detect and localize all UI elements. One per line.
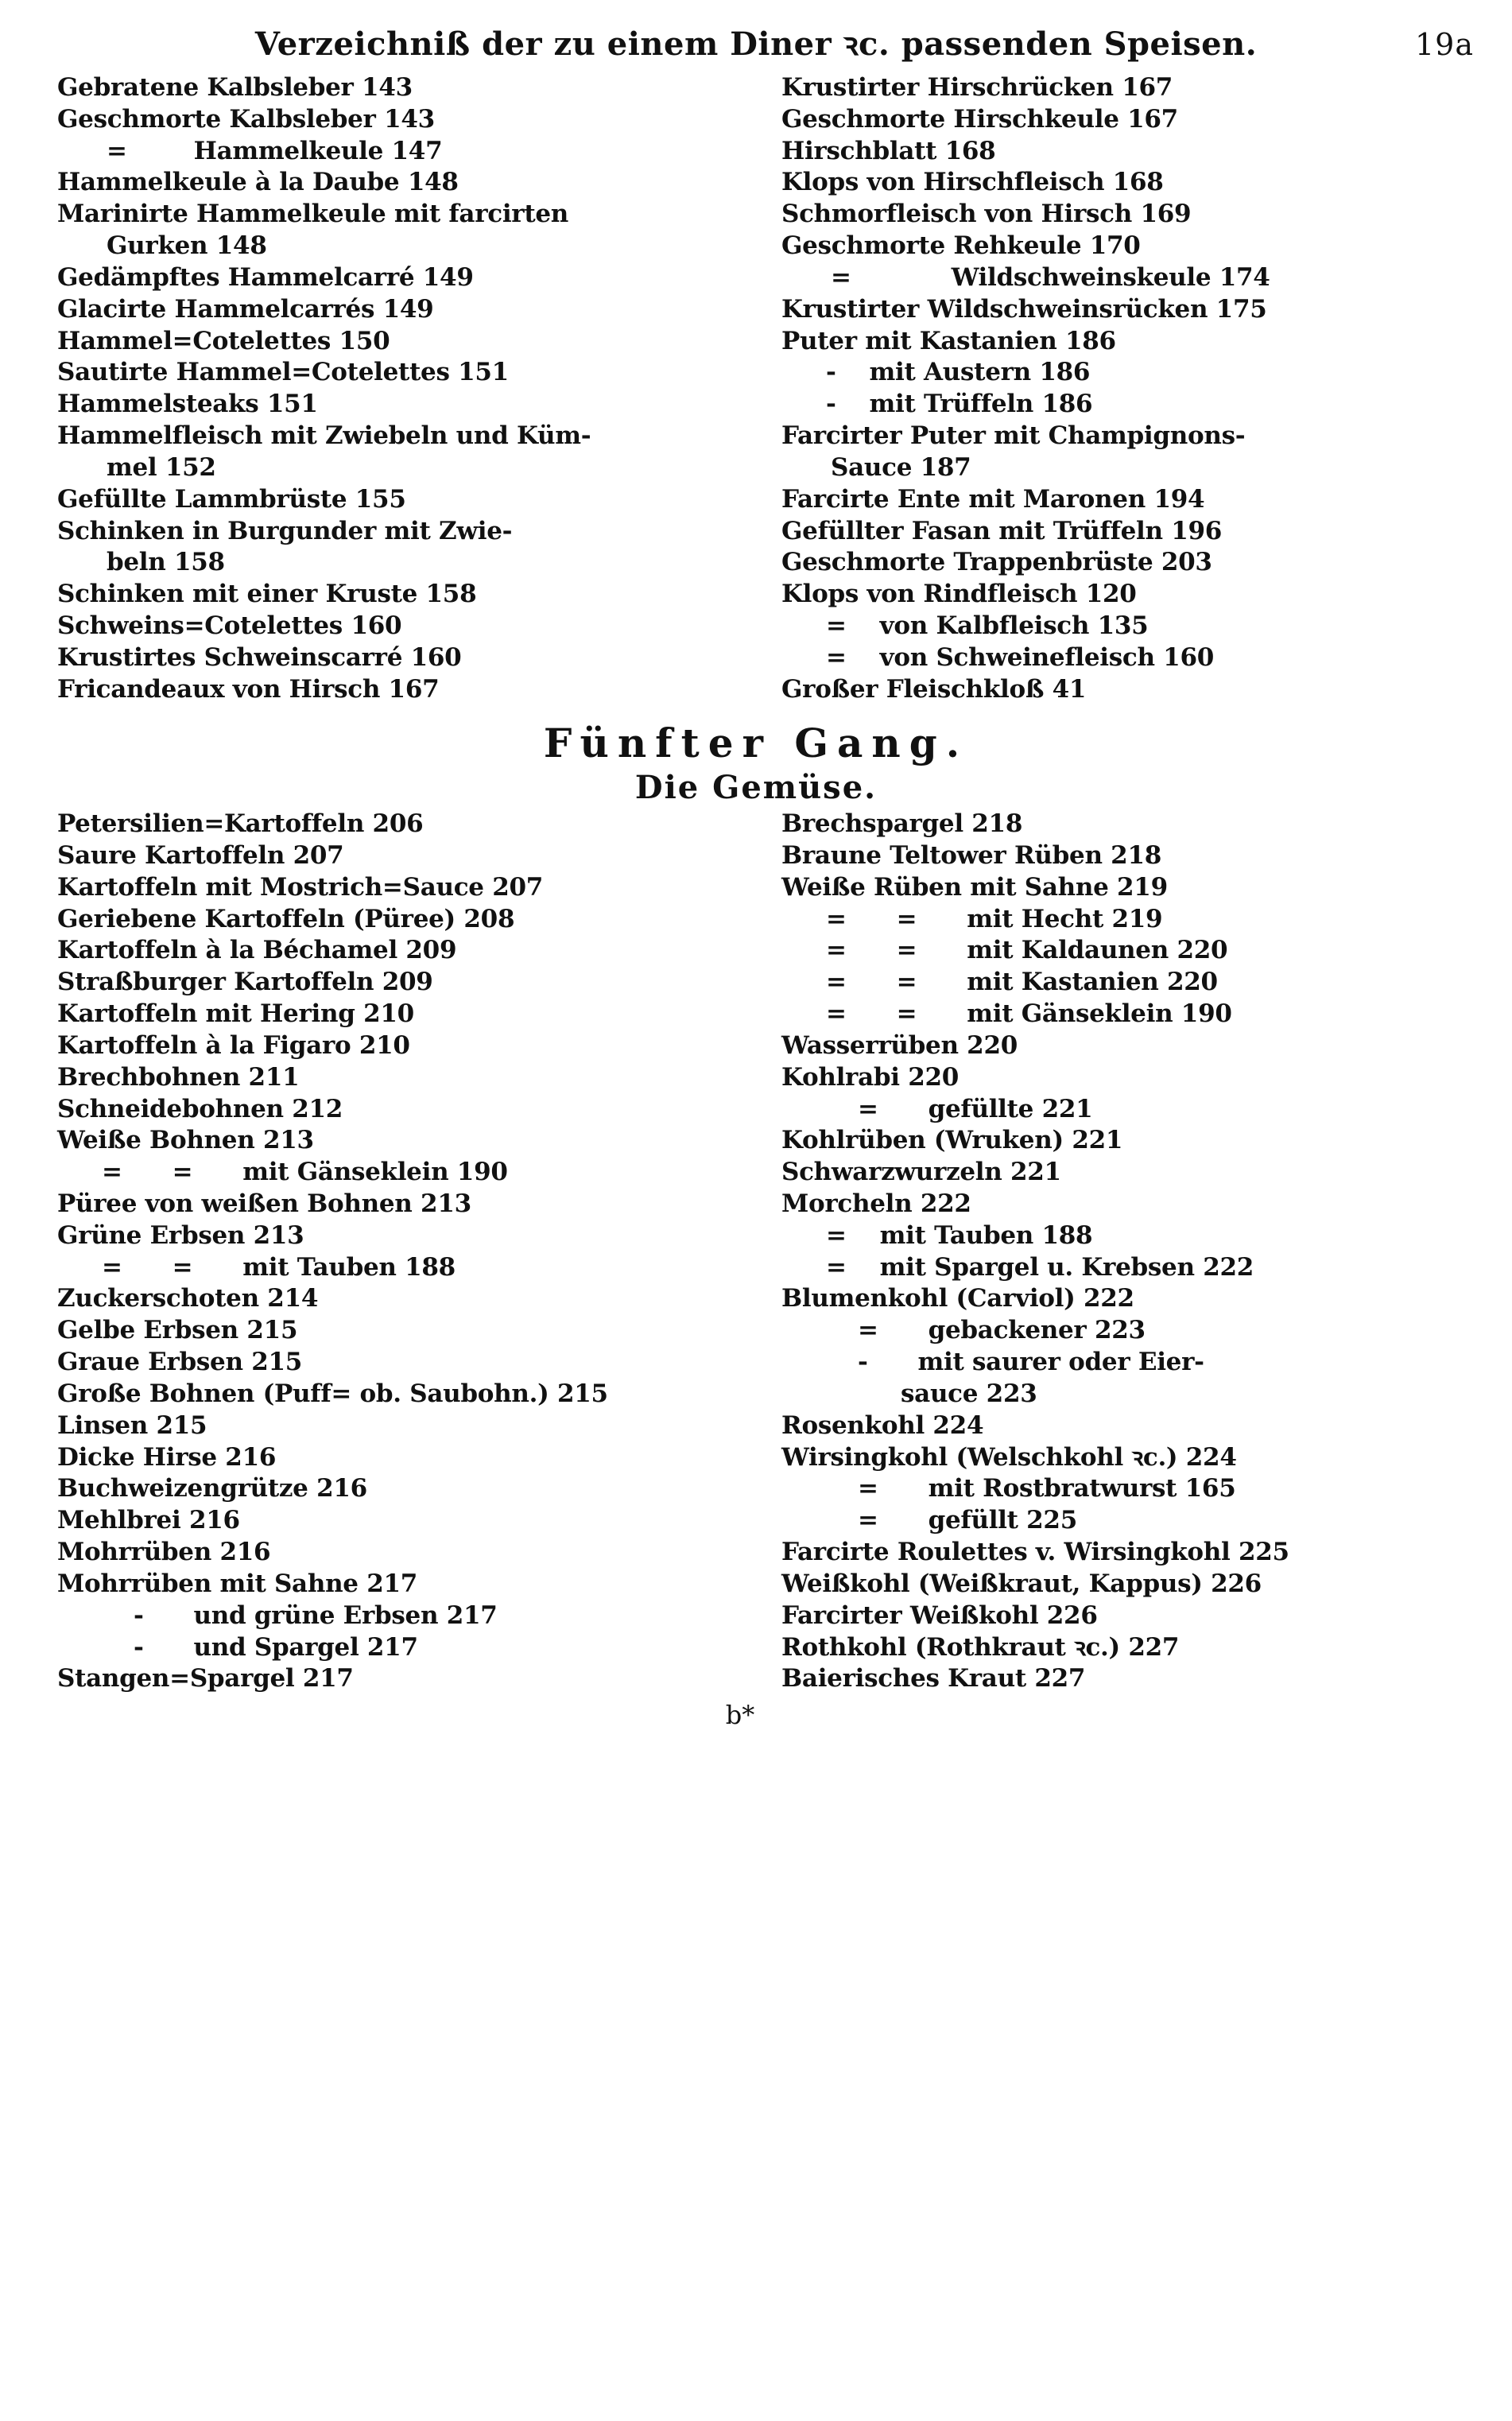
index-entry: Hammelfleisch mit Zwiebeln und Küm- — [57, 421, 591, 451]
bottom-index-columns — [0, 809, 1512, 1695]
index-entry: Gebratene Kalbsleber 143 — [57, 73, 413, 102]
index-entry: Hammelsteaks 151 — [57, 390, 318, 419]
index-entry: Klops von Hirschfleisch 168 — [781, 168, 1164, 197]
index-entry: Kartoffeln à la Béchamel 209 — [57, 936, 457, 965]
index-entry: = mit Spargel u. Krebsen 222 — [826, 1252, 1254, 1282]
index-entry: Kohlrüben (Wruken) 221 — [781, 1126, 1123, 1155]
index-entry: Geschmorte Rehkeule 170 — [781, 231, 1141, 261]
index-entry: = = mit Gänseklein 190 — [102, 1158, 508, 1187]
index-entry: = gebackener 223 — [858, 1316, 1146, 1345]
index-entry: Farcirter Weißkohl 226 — [781, 1600, 1098, 1630]
index-entry: Straßburger Kartoffeln 209 — [57, 968, 433, 997]
index-entry: Braune Teltower Rüben 218 — [781, 840, 1161, 870]
index-entry: Schweins=Cotelettes 160 — [57, 611, 402, 641]
index-entry: Stangen=Spargel 217 — [57, 1664, 354, 1694]
index-entry: Marinirte Hammelkeule mit farcirten — [57, 200, 569, 229]
index-entry: Weißkohl (Weißkraut, Kappus) 226 — [781, 1569, 1262, 1598]
section-subtitle: Die Gemüse. — [634, 769, 878, 807]
section-title: Fünfter Gang. — [543, 719, 969, 766]
index-entry: - mit Trüffeln 186 — [826, 390, 1093, 419]
index-entry: Gelbe Erbsen 215 — [57, 1316, 298, 1345]
index-entry: Rothkohl (Rothkraut ꝛc.) 227 — [781, 1632, 1180, 1662]
index-entry: Morcheln 222 — [781, 1189, 971, 1218]
index-entry: Farcirte Roulettes v. Wirsingkohl 225 — [781, 1538, 1289, 1567]
index-entry: Krustirter Hirschrücken 167 — [781, 73, 1173, 102]
index-entry: Linsen 215 — [57, 1410, 207, 1440]
index-entry: Gurken 148 — [107, 231, 267, 261]
index-entry: Weiße Rüben mit Sahne 219 — [781, 872, 1168, 902]
top-right-column — [761, 72, 1464, 706]
index-entry: Baierisches Kraut 227 — [781, 1664, 1086, 1694]
index-entry: Schinken mit einer Kruste 158 — [57, 580, 477, 609]
index-entry: Gefüllter Fasan mit Trüffeln 196 — [781, 516, 1223, 545]
index-entry: beln 158 — [107, 548, 225, 577]
index-entry: Grüne Erbsen 213 — [57, 1220, 304, 1250]
index-entry: Blumenkohl (Carviol) 222 — [781, 1284, 1134, 1313]
index-entry: Zuckerschoten 214 — [57, 1284, 319, 1313]
index-entry: Kartoffeln mit Mostrich=Sauce 207 — [57, 872, 544, 902]
top-left-column — [57, 72, 761, 706]
index-entry: Schneidebohnen 212 — [57, 1094, 343, 1123]
index-entry: Schwarzwurzeln 221 — [781, 1158, 1061, 1187]
index-entry: Buchweizengrütze 216 — [57, 1474, 367, 1503]
index-entry: Graue Erbsen 215 — [57, 1348, 303, 1377]
index-entry: sauce 223 — [901, 1379, 1037, 1408]
index-entry: Wirsingkohl (Welschkohl ꝛc.) 224 — [781, 1442, 1237, 1472]
index-entry: = gefüllte 221 — [858, 1094, 1093, 1123]
index-entry: Geriebene Kartoffeln (Püree) 208 — [57, 904, 515, 933]
index-entry: Mohrrüben mit Sahne 217 — [57, 1569, 418, 1598]
index-entry: Farcirter Puter mit Champignons- — [781, 421, 1246, 451]
index-entry: Brechspargel 218 — [781, 809, 1023, 839]
index-entry: = = mit Kastanien 220 — [826, 968, 1218, 997]
index-entry: Puter mit Kastanien 186 — [781, 326, 1116, 355]
index-entry: Hammelkeule à la Daube 148 — [57, 168, 459, 197]
index-entry: Mehlbrei 216 — [57, 1506, 240, 1535]
index-entry: = gefüllt 225 — [858, 1506, 1077, 1535]
index-entry: Hirschblatt 168 — [781, 136, 996, 165]
index-entry: = von Schweinefleisch 160 — [826, 642, 1214, 672]
index-entry: Geschmorte Hirschkeule 167 — [781, 104, 1178, 134]
page-title: Verzeichniß der zu einem Diner ꝛc. passenden Speisen. — [254, 25, 1258, 63]
index-entry: Mohrrüben 216 — [57, 1538, 271, 1567]
index-entry: Sauce 187 — [831, 452, 971, 482]
index-entry: Fricandeaux von Hirsch 167 — [57, 674, 440, 704]
index-entry: Brechbohnen 211 — [57, 1062, 300, 1092]
index-entry: Dicke Hirse 216 — [57, 1442, 277, 1472]
index-entry: = mit Rostbratwurst 165 — [858, 1474, 1236, 1503]
index-entry: mel 152 — [107, 452, 216, 482]
index-entry: - und Spargel 217 — [134, 1632, 418, 1662]
index-entry: Sautirte Hammel=Cotelettes 151 — [57, 358, 509, 387]
index-entry: Petersilien=Kartoffeln 206 — [57, 809, 424, 839]
index-entry: Saure Kartoffeln 207 — [57, 840, 344, 870]
index-entry: = Hammelkeule 147 — [107, 136, 443, 165]
index-entry: Kartoffeln mit Hering 210 — [57, 999, 414, 1029]
index-entry: Großer Fleischkloß 41 — [781, 674, 1087, 704]
index-entry: Kohlrabi 220 — [781, 1062, 960, 1092]
index-entry: - mit saurer oder Eier- — [858, 1348, 1204, 1377]
index-entry: Geschmorte Trappenbrüste 203 — [781, 548, 1212, 577]
index-entry: = = mit Tauben 188 — [102, 1252, 456, 1282]
index-entry: Weiße Bohnen 213 — [57, 1126, 314, 1155]
index-entry: Gedämpftes Hammelcarré 149 — [57, 262, 474, 292]
sheet-signature: b* — [725, 1700, 755, 1731]
index-entry: Geschmorte Kalbsleber 143 — [57, 104, 435, 134]
index-entry: Schmorfleisch von Hirsch 169 — [781, 200, 1192, 229]
page-number: 19a — [1414, 27, 1474, 62]
index-entry: Hammel=Cotelettes 150 — [57, 326, 390, 355]
index-entry: Große Bohnen (Puff= ob. Saubohn.) 215 — [57, 1379, 608, 1408]
index-entry: = mit Tauben 188 — [826, 1220, 1093, 1250]
index-entry: Püree von weißen Bohnen 213 — [57, 1189, 471, 1218]
index-entry: - mit Austern 186 — [826, 358, 1091, 387]
index-entry: Schinken in Burgunder mit Zwie- — [57, 516, 513, 545]
index-entry: = = mit Gänseklein 190 — [826, 999, 1232, 1029]
index-entry: = = mit Hecht 219 — [826, 904, 1163, 933]
section-heading — [0, 720, 1512, 809]
index-entry: Klops von Rindfleisch 120 — [781, 580, 1137, 609]
index-entry: Krustirter Wildschweinsrücken 175 — [781, 294, 1267, 324]
top-index-columns — [0, 72, 1512, 706]
index-entry: = von Kalbfleisch 135 — [826, 611, 1149, 641]
index-entry: - und grüne Erbsen 217 — [134, 1600, 498, 1630]
index-entry: = = mit Kaldaunen 220 — [826, 936, 1228, 965]
index-entry: Kartoffeln à la Figaro 210 — [57, 1030, 410, 1060]
index-entry: Wasserrüben 220 — [781, 1030, 1018, 1060]
page-header — [0, 0, 1512, 72]
index-entry: Farcirte Ente mit Maronen 194 — [781, 484, 1205, 514]
bottom-left-column — [57, 809, 761, 1695]
index-entry: Gefüllte Lammbrüste 155 — [57, 484, 406, 514]
index-entry: Glacirte Hammelcarrés 149 — [57, 294, 434, 324]
index-entry: Rosenkohl 224 — [781, 1410, 984, 1440]
index-entry: Krustirtes Schweinscarré 160 — [57, 642, 462, 672]
index-entry: = Wildschweinskeule 174 — [831, 262, 1270, 292]
bottom-right-column — [761, 809, 1464, 1695]
